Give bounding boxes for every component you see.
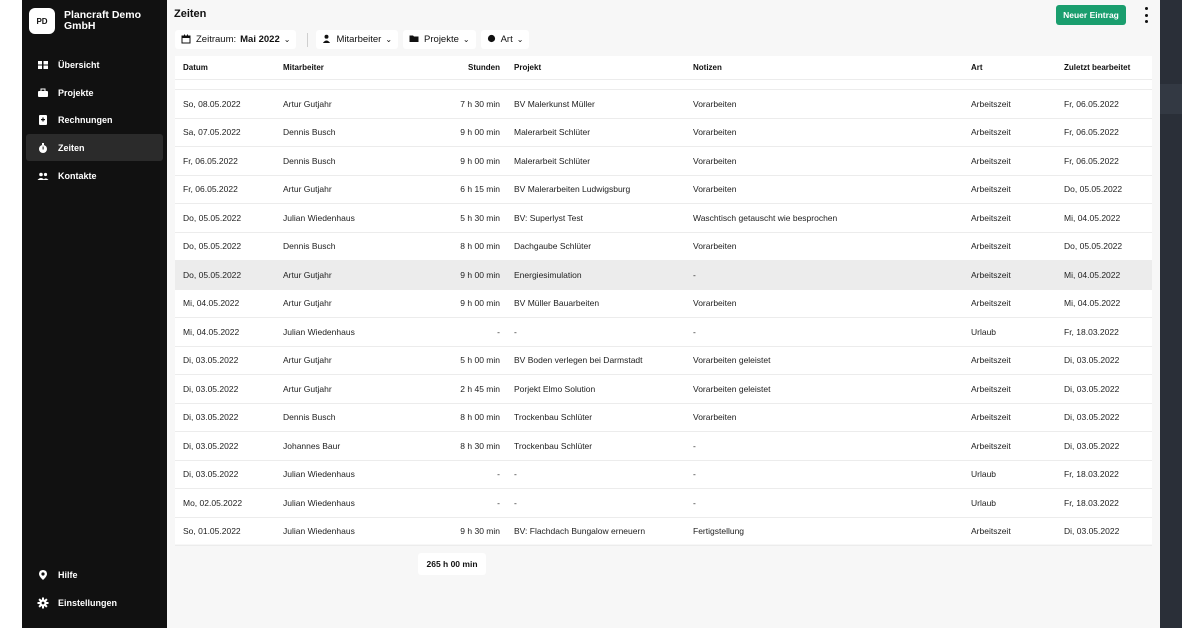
circle-icon (487, 34, 496, 45)
cell-date: Sa, 07.05.2022 (183, 127, 241, 138)
type-filter[interactable] (481, 30, 530, 49)
sidebar-item-label: Projekte (58, 87, 94, 98)
contacts-icon (37, 170, 49, 182)
chevron-down-icon: ⌄ (283, 35, 291, 44)
cell-type: Arbeitszeit (971, 383, 1011, 394)
cell-type: Arbeitszeit (971, 127, 1011, 138)
sidebar-item-label: Kontakte (58, 170, 97, 181)
cell-date: Di, 03.05.2022 (183, 383, 239, 394)
brand-name: Plancraft Demo GmbH (64, 9, 142, 32)
cell-type: Arbeitszeit (971, 241, 1011, 252)
cell-type: Arbeitszeit (971, 184, 1011, 195)
brand[interactable] (29, 8, 154, 34)
cell-notes: Vorarbeiten (693, 298, 737, 309)
sidebar-item-rechnungen[interactable] (26, 106, 163, 133)
cell-last-edited: Fr, 06.05.2022 (1064, 127, 1119, 138)
cell-project: - (514, 469, 517, 480)
calendar-icon (181, 34, 191, 46)
cell-date: So, 01.05.2022 (183, 526, 241, 537)
divider (307, 33, 308, 47)
cell-employee: Artur Gutjahr (283, 298, 332, 309)
period-value: Mai 2022 (240, 34, 280, 45)
table-row[interactable] (175, 204, 1152, 233)
folder-icon (409, 34, 419, 45)
sidebar-item-einstellungen[interactable] (26, 589, 163, 616)
cell-project: Malerarbeit Schlüter (514, 155, 591, 166)
cell-project: Dachgaube Schlüter (514, 241, 592, 252)
cell-type: Arbeitszeit (971, 298, 1011, 309)
cell-date: Mi, 04.05.2022 (183, 326, 240, 337)
total-hours: 265 h 00 min (418, 553, 486, 575)
cell-hours: 9 h 00 min (460, 269, 500, 280)
cell-type: Arbeitszeit (971, 212, 1011, 223)
sidebar-item-label: Zeiten (58, 142, 85, 153)
cell-last-edited: Mi, 04.05.2022 (1064, 298, 1121, 309)
sidebar-item-projekte[interactable] (26, 79, 163, 106)
cell-employee: Johannes Baur (283, 440, 341, 451)
sidebar (22, 0, 167, 628)
column-header-projekt[interactable]: Projekt (514, 63, 542, 72)
chevron-down-icon: ⌄ (516, 35, 524, 44)
cell-employee: Julian Wiedenhaus (283, 326, 355, 337)
table-row[interactable] (175, 518, 1152, 547)
cell-date: Di, 03.05.2022 (183, 355, 239, 366)
cell-last-edited: Fr, 18.03.2022 (1064, 497, 1119, 508)
cell-project: Trockenbau Schlüter (514, 440, 593, 451)
cell-hours: - (497, 497, 500, 508)
cell-notes: - (693, 497, 696, 508)
projects-filter[interactable] (403, 30, 476, 49)
cell-notes: Vorarbeiten (693, 241, 737, 252)
cell-hours: 6 h 15 min (460, 184, 500, 195)
cell-hours: 7 h 30 min (460, 98, 500, 109)
cell-employee: Artur Gutjahr (283, 184, 332, 195)
cell-date: Do, 05.05.2022 (183, 269, 242, 280)
cell-employee: Artur Gutjahr (283, 269, 332, 280)
cell-date: Di, 03.05.2022 (183, 412, 239, 423)
cell-last-edited: Do, 05.05.2022 (1064, 241, 1123, 252)
cell-notes: Vorarbeiten (693, 98, 737, 109)
page-title: Zeiten (174, 8, 207, 20)
cell-hours: 8 h 00 min (460, 412, 500, 423)
cell-date: Fr, 06.05.2022 (183, 184, 238, 195)
cell-hours: 9 h 00 min (460, 155, 500, 166)
cell-notes: Vorarbeiten (693, 412, 737, 423)
cell-last-edited: Di, 03.05.2022 (1064, 383, 1120, 394)
cell-date: Do, 05.05.2022 (183, 241, 242, 252)
table-row[interactable] (175, 261, 1152, 290)
cell-project: Trockenbau Schlüter (514, 412, 593, 423)
cell-employee: Dennis Busch (283, 127, 336, 138)
table-row[interactable] (175, 489, 1152, 518)
projects-filter-label: Projekte (424, 34, 459, 45)
cell-type: Urlaub (971, 497, 997, 508)
cell-project: - (514, 326, 517, 337)
cell-project: Porjekt Elmo Solution (514, 383, 596, 394)
cell-employee: Julian Wiedenhaus (283, 469, 355, 480)
cell-project: Malerarbeit Schlüter (514, 127, 591, 138)
table-row[interactable] (175, 119, 1152, 148)
cell-hours: 9 h 30 min (460, 526, 500, 537)
cell-notes: - (693, 469, 696, 480)
cell-last-edited: Mi, 04.05.2022 (1064, 212, 1121, 223)
cell-type: Arbeitszeit (971, 526, 1011, 537)
cell-notes: Vorarbeiten (693, 184, 737, 195)
sidebar-item-hilfe[interactable] (26, 561, 163, 588)
cell-type: Arbeitszeit (971, 355, 1011, 366)
cell-employee: Julian Wiedenhaus (283, 212, 355, 223)
cell-employee: Dennis Busch (283, 155, 336, 166)
cell-project: Energiesimulation (514, 269, 582, 280)
period-filter[interactable] (175, 30, 296, 49)
cell-last-edited: Di, 03.05.2022 (1064, 412, 1120, 423)
cell-last-edited: Fr, 18.03.2022 (1064, 469, 1119, 480)
cell-hours: 2 h 45 min (460, 383, 500, 394)
main-content (167, 0, 1160, 628)
sidebar-item-kontakte[interactable] (26, 162, 163, 189)
cell-type: Arbeitszeit (971, 155, 1011, 166)
cell-employee: Dennis Busch (283, 241, 336, 252)
cell-type: Arbeitszeit (971, 440, 1011, 451)
dashboard-icon (37, 59, 49, 71)
sidebar-item-label: Hilfe (58, 569, 78, 580)
cell-notes: - (693, 269, 696, 280)
table-row[interactable] (175, 461, 1152, 490)
cell-project: BV Malerarbeiten Ludwigsburg (514, 184, 631, 195)
chevron-down-icon: ⌄ (462, 35, 470, 44)
cell-type: Arbeitszeit (971, 412, 1011, 423)
sidebar-item-label: Übersicht (58, 59, 100, 70)
sidebar-item-zeiten[interactable] (26, 134, 163, 161)
cell-employee: Julian Wiedenhaus (283, 526, 355, 537)
table-row[interactable] (175, 176, 1152, 205)
cell-type: Arbeitszeit (971, 98, 1011, 109)
column-header-stunden[interactable]: Stunden (468, 63, 500, 72)
cell-employee: Artur Gutjahr (283, 355, 332, 366)
table-row[interactable] (175, 147, 1152, 176)
cell-hours: 5 h 30 min (460, 212, 500, 223)
gear-icon (37, 597, 49, 609)
table-row[interactable] (175, 375, 1152, 404)
cell-notes: Vorarbeiten geleistet (693, 383, 771, 394)
cell-employee: Dennis Busch (283, 412, 336, 423)
cell-notes: - (693, 326, 696, 337)
cell-hours: 5 h 00 min (460, 355, 500, 366)
sidebar-item-label: Rechnungen (58, 114, 113, 125)
cell-date: Fr, 06.05.2022 (183, 155, 238, 166)
sidebar-item-label: Einstellungen (58, 597, 118, 608)
type-filter-label: Art (500, 34, 513, 45)
cell-employee: Artur Gutjahr (283, 98, 332, 109)
cell-hours: - (497, 469, 500, 480)
cell-type: Arbeitszeit (971, 269, 1011, 280)
cell-type: Urlaub (971, 326, 997, 337)
cell-date: Di, 03.05.2022 (183, 469, 239, 480)
cell-project: BV Malerkunst Müller (514, 98, 595, 109)
cell-date: Mi, 04.05.2022 (183, 298, 240, 309)
cell-last-edited: Di, 03.05.2022 (1064, 440, 1120, 451)
column-header-art[interactable]: Art (971, 63, 983, 72)
cell-project: - (514, 497, 517, 508)
person-icon (322, 34, 331, 45)
help-icon (37, 569, 49, 581)
column-header-zuletzt-bearbeitet[interactable]: Zuletzt bearbeitet (1064, 63, 1131, 72)
cell-last-edited: Di, 03.05.2022 (1064, 526, 1120, 537)
table-row[interactable] (175, 90, 1152, 119)
cell-last-edited: Di, 03.05.2022 (1064, 355, 1120, 366)
table-row[interactable] (175, 404, 1152, 433)
table-header (175, 56, 1152, 80)
cell-project: BV Müller Bauarbeiten (514, 298, 600, 309)
cell-notes: Waschtisch getauscht wie besprochen (693, 212, 838, 223)
cell-last-edited: Fr, 18.03.2022 (1064, 326, 1119, 337)
table-row[interactable] (175, 318, 1152, 347)
cell-last-edited: Fr, 06.05.2022 (1064, 155, 1119, 166)
employee-filter[interactable] (316, 30, 398, 49)
cell-project: BV Boden verlegen bei Darmstadt (514, 355, 643, 366)
cell-notes: Fertigstellung (693, 526, 745, 537)
cell-date: Mo, 02.05.2022 (183, 497, 243, 508)
new-entry-button[interactable]: Neuer Eintrag (1056, 5, 1126, 25)
cell-last-edited: Fr, 06.05.2022 (1064, 98, 1119, 109)
cell-notes: Vorarbeiten geleistet (693, 355, 771, 366)
cell-project: BV: Superlyst Test (514, 212, 583, 223)
cell-hours: 9 h 00 min (460, 127, 500, 138)
table-row[interactable] (175, 290, 1152, 319)
cell-notes: Vorarbeiten (693, 155, 737, 166)
cell-date: So, 08.05.2022 (183, 98, 241, 109)
times-table (175, 56, 1152, 544)
cell-employee: Julian Wiedenhaus (283, 497, 355, 508)
column-header-mitarbeiter[interactable]: Mitarbeiter (283, 63, 324, 72)
period-label: Zeitraum: (196, 34, 237, 45)
cell-hours: 9 h 00 min (460, 298, 500, 309)
cell-project: BV: Flachdach Bungalow erneuern (514, 526, 646, 537)
brand-logo: PD (29, 8, 55, 34)
table-row[interactable] (175, 233, 1152, 262)
cell-hours: 8 h 00 min (460, 241, 500, 252)
sidebar-item-uebersicht[interactable] (26, 51, 163, 78)
cell-type: Urlaub (971, 469, 997, 480)
column-header-notizen[interactable]: Notizen (693, 63, 722, 72)
cell-notes: - (693, 440, 696, 451)
table-spacer (175, 80, 1152, 90)
cell-notes: Vorarbeiten (693, 127, 737, 138)
stopwatch-icon (37, 142, 49, 154)
right-panel-strip (1160, 84, 1182, 114)
cell-last-edited: Mi, 04.05.2022 (1064, 269, 1121, 280)
filter-bar (175, 30, 534, 49)
employee-filter-label: Mitarbeiter (336, 34, 382, 45)
table-body (175, 90, 1152, 546)
chevron-down-icon: ⌄ (385, 35, 393, 44)
more-options-icon[interactable] (1144, 7, 1148, 23)
cell-employee: Artur Gutjahr (283, 383, 332, 394)
column-header-datum[interactable]: Datum (183, 63, 208, 72)
cell-date: Do, 05.05.2022 (183, 212, 242, 223)
cell-date: Di, 03.05.2022 (183, 440, 239, 451)
invoice-icon (37, 114, 49, 126)
cell-hours: 8 h 30 min (460, 440, 500, 451)
table-row[interactable] (175, 432, 1152, 461)
cell-hours: - (497, 326, 500, 337)
table-row[interactable] (175, 347, 1152, 376)
cell-last-edited: Do, 05.05.2022 (1064, 184, 1123, 195)
projects-icon (37, 87, 49, 99)
